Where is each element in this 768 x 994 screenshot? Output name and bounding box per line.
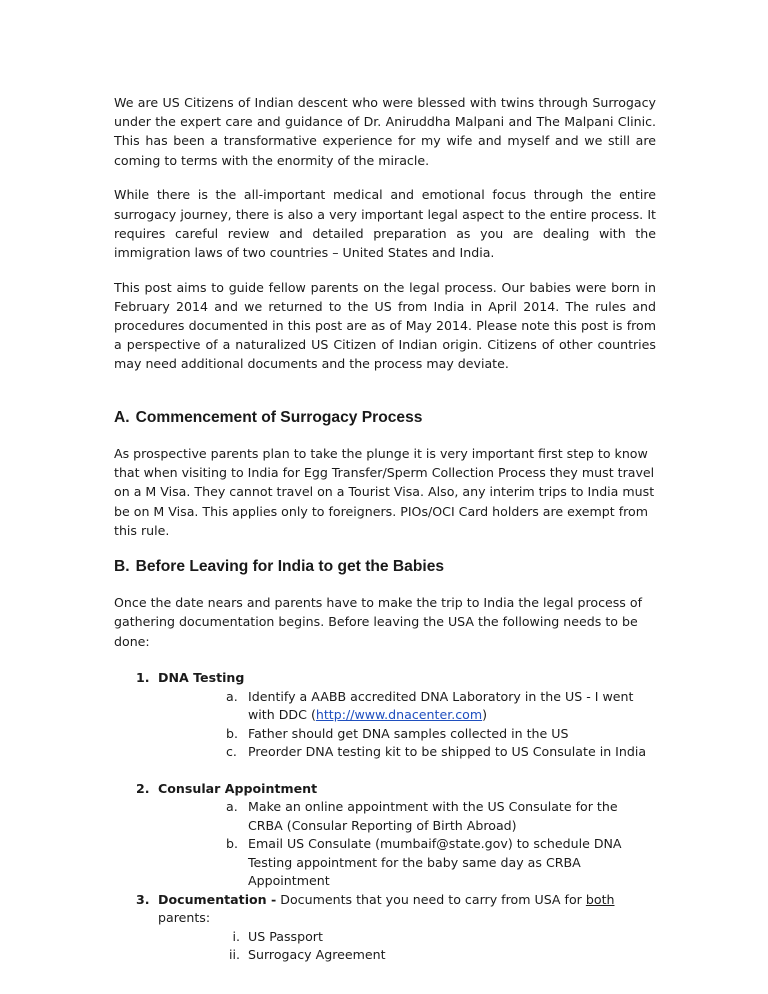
sub-item-text: Surrogacy Agreement [248,947,386,963]
list-item-documentation [114,891,656,965]
sub-marker: ii. [228,947,240,963]
sub-marker: c. [226,744,237,760]
link-paren-open: ( [310,707,316,723]
sub-item-text: Father should get DNA samples collected in the US [248,725,569,741]
list-item-consular-appointment [114,780,656,891]
sub-list-item [158,928,656,947]
section-b-heading [114,557,656,577]
sub-list-item [158,743,656,762]
section-a-body: As prospective parents plan to take the plunge it is very important first step to know that when visiting to India for Egg Transfer/Sperm Collection Process they must travel on a M Visa. They cannot travel on a Tourist Visa. Also, any interim trips to India must be on M Visa. This applies only to foreigners. PIOs/OCI Card holders are exempt from this rule. [114,445,655,538]
sub-list [158,688,656,762]
list-item-text: parents: [158,910,211,926]
underlined-word: both [585,891,615,907]
list-item-number: 3. [136,891,150,907]
sub-marker: a. [226,688,238,704]
sub-marker: a. [226,799,238,815]
section-b-body: Once the date nears and parents have to make the trip to India the legal process of gathering documentation begins. Before leaving the USA the following needs to be done: [114,595,643,649]
sub-marker: b. [226,836,238,852]
sub-marker: b. [226,725,238,741]
list-item-dna-testing [114,669,656,762]
section-a-title: Commencement of Surrogacy Process [135,408,423,426]
sub-list [158,928,656,965]
list-item-number: 2. [136,780,150,796]
list-item-text: Documents that you need to carry from USA for [280,891,582,907]
list-item-label: Consular Appointment [158,780,318,796]
sub-item-text: Make an online appointment with the US Consulate for the CRBA (Consular Reporting of Birth Abroad) [248,799,618,833]
section-a-heading [114,408,656,428]
sub-item-text: Preorder DNA testing kit to be shipped to US Consulate in India [248,744,647,760]
sub-marker: i. [232,928,240,944]
sub-list-item [158,725,656,744]
sub-item-text: Email US Consulate (mumbaif@state.gov) to schedule DNA Testing appointment for the baby same day as CRBA Appointment [248,836,622,889]
sub-list-item [158,798,656,835]
intro-paragraph-1: We are US Citizens of Indian descent who were blessed with twins through Surrogacy under the expert care and guidance of Dr. Aniruddha Malpani and The Malpani Clinic. This has been a transformative experience for my wife and myself and we still are coming to terms with the enormity of the miracle. [114,95,656,168]
sub-item-text: Identify a AABB accredited DNA Laboratory in the US - I went with DDC [248,688,634,723]
intro-paragraph-3: This post aims to guide fellow parents on the legal process. Our babies were born in February 2014 and we returned to the US from India in April 2014. The rules and procedures documented in this post are as of May 2014. Please note this post is from a perspective of a naturalized US Citizen of Indian origin. Citizens of other countries may need additional documents and the process may deviate. [114,279,656,372]
sub-item-text: US Passport [248,928,323,944]
dnacenter-link[interactable]: http://www.dnacenter.com [315,707,483,723]
sub-list-item [158,946,656,965]
sub-list-item [158,688,656,725]
list-item-number: 1. [136,670,150,686]
sub-list [158,798,656,891]
link-paren-close: ) [482,707,488,723]
document-page [114,93,656,965]
section-b-title: Before Leaving for India to get the Babies [135,558,445,576]
sub-list-item [158,835,656,891]
requirements-list [114,669,656,965]
list-item-label: Documentation - [158,891,277,907]
list-item-label: DNA Testing [158,670,245,686]
section-b-letter: B. [114,558,130,576]
intro-paragraph-2: While there is the all-important medical and emotional focus through the entire surrogacy journey, there is also a very important legal aspect to the entire process. It requires careful review and detailed preparation as you are dealing with the immigration laws of two countries – United States and India. [114,187,656,260]
section-a-letter: A. [114,408,130,426]
